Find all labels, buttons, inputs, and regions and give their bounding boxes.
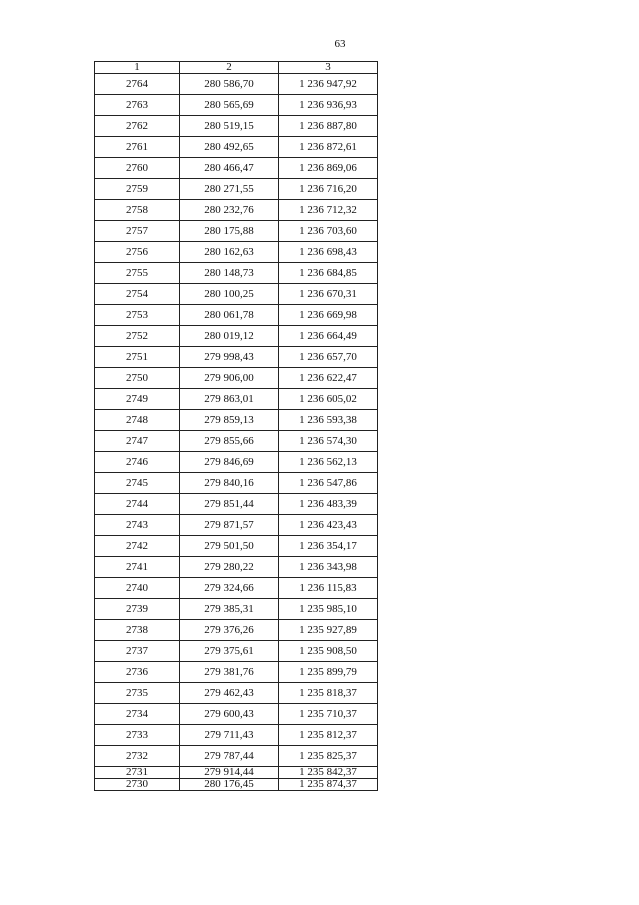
table-cell: 2748 bbox=[95, 410, 180, 431]
table-cell: 1 236 483,39 bbox=[279, 494, 378, 515]
table-cell: 2758 bbox=[95, 200, 180, 221]
table-cell: 2743 bbox=[95, 515, 180, 536]
table-cell: 279 600,43 bbox=[180, 704, 279, 725]
table-row bbox=[95, 557, 378, 578]
table-cell: 1 236 423,43 bbox=[279, 515, 378, 536]
table-cell: 1 236 869,06 bbox=[279, 158, 378, 179]
table-row bbox=[95, 200, 378, 221]
table-cell: 279 906,00 bbox=[180, 368, 279, 389]
table-row bbox=[95, 137, 378, 158]
table-cell: 2730 bbox=[95, 779, 180, 791]
table-cell: 280 232,76 bbox=[180, 200, 279, 221]
table-cell: 1 235 812,37 bbox=[279, 725, 378, 746]
table-cell: 1 235 710,37 bbox=[279, 704, 378, 725]
table-row bbox=[95, 410, 378, 431]
table-cell: 279 385,31 bbox=[180, 599, 279, 620]
table-row bbox=[95, 431, 378, 452]
table-cell: 2745 bbox=[95, 473, 180, 494]
column-header-3: 3 bbox=[279, 62, 378, 74]
table-cell: 1 236 698,43 bbox=[279, 242, 378, 263]
table-row bbox=[95, 284, 378, 305]
table-cell: 2731 bbox=[95, 767, 180, 779]
table-cell: 1 236 716,20 bbox=[279, 179, 378, 200]
table-cell: 1 236 684,85 bbox=[279, 263, 378, 284]
table-cell: 2761 bbox=[95, 137, 180, 158]
table-row bbox=[95, 683, 378, 704]
table-cell: 1 235 899,79 bbox=[279, 662, 378, 683]
table-cell: 279 846,69 bbox=[180, 452, 279, 473]
table-cell: 1 236 657,70 bbox=[279, 347, 378, 368]
table-cell: 279 381,76 bbox=[180, 662, 279, 683]
table-row bbox=[95, 368, 378, 389]
table-row bbox=[95, 767, 378, 779]
table-cell: 1 236 936,93 bbox=[279, 95, 378, 116]
table-row bbox=[95, 704, 378, 725]
table-cell: 2737 bbox=[95, 641, 180, 662]
column-header-2: 2 bbox=[180, 62, 279, 74]
table-cell: 1 236 605,02 bbox=[279, 389, 378, 410]
table-cell: 2759 bbox=[95, 179, 180, 200]
table-cell: 279 711,43 bbox=[180, 725, 279, 746]
table-cell: 279 501,50 bbox=[180, 536, 279, 557]
table-cell: 1 236 115,83 bbox=[279, 578, 378, 599]
table-cell: 280 176,45 bbox=[180, 779, 279, 791]
table-cell: 279 375,61 bbox=[180, 641, 279, 662]
table-cell: 279 998,43 bbox=[180, 347, 279, 368]
table-cell: 2744 bbox=[95, 494, 180, 515]
table-row bbox=[95, 263, 378, 284]
table-cell: 280 492,65 bbox=[180, 137, 279, 158]
table-cell: 280 061,78 bbox=[180, 305, 279, 326]
table-cell: 1 235 927,89 bbox=[279, 620, 378, 641]
table-cell: 280 271,55 bbox=[180, 179, 279, 200]
table-cell: 2739 bbox=[95, 599, 180, 620]
table-cell: 280 466,47 bbox=[180, 158, 279, 179]
table-cell: 279 462,43 bbox=[180, 683, 279, 704]
table-cell: 2733 bbox=[95, 725, 180, 746]
table-header-row bbox=[95, 62, 378, 74]
table-row bbox=[95, 305, 378, 326]
table-cell: 2754 bbox=[95, 284, 180, 305]
table-cell: 279 863,01 bbox=[180, 389, 279, 410]
table-cell: 1 235 908,50 bbox=[279, 641, 378, 662]
column-header-1: 1 bbox=[95, 62, 180, 74]
table-cell: 280 565,69 bbox=[180, 95, 279, 116]
table-cell: 1 236 669,98 bbox=[279, 305, 378, 326]
table-cell: 1 236 664,49 bbox=[279, 326, 378, 347]
table-cell: 2755 bbox=[95, 263, 180, 284]
table-cell: 2749 bbox=[95, 389, 180, 410]
table-cell: 2732 bbox=[95, 746, 180, 767]
table-cell: 279 914,44 bbox=[180, 767, 279, 779]
table-cell: 2752 bbox=[95, 326, 180, 347]
table-row bbox=[95, 620, 378, 641]
table-cell: 2751 bbox=[95, 347, 180, 368]
table-cell: 2763 bbox=[95, 95, 180, 116]
table-cell: 279 859,13 bbox=[180, 410, 279, 431]
table-row bbox=[95, 452, 378, 473]
table-cell: 1 236 712,32 bbox=[279, 200, 378, 221]
table-cell: 1 235 842,37 bbox=[279, 767, 378, 779]
table-row bbox=[95, 95, 378, 116]
table-cell: 280 519,15 bbox=[180, 116, 279, 137]
table-cell: 2762 bbox=[95, 116, 180, 137]
table-row bbox=[95, 536, 378, 557]
table-row bbox=[95, 116, 378, 137]
table-cell: 2747 bbox=[95, 431, 180, 452]
table-cell: 279 840,16 bbox=[180, 473, 279, 494]
table-cell: 1 236 562,13 bbox=[279, 452, 378, 473]
table-body bbox=[95, 74, 378, 791]
table-cell: 2740 bbox=[95, 578, 180, 599]
table-row bbox=[95, 662, 378, 683]
table-cell: 279 855,66 bbox=[180, 431, 279, 452]
table-cell: 279 324,66 bbox=[180, 578, 279, 599]
table-row bbox=[95, 74, 378, 95]
table-cell: 1 235 985,10 bbox=[279, 599, 378, 620]
table-cell: 1 236 354,17 bbox=[279, 536, 378, 557]
table-cell: 279 871,57 bbox=[180, 515, 279, 536]
table-cell: 280 100,25 bbox=[180, 284, 279, 305]
table-cell: 1 236 703,60 bbox=[279, 221, 378, 242]
table-cell: 2742 bbox=[95, 536, 180, 557]
table-cell: 2735 bbox=[95, 683, 180, 704]
table-row bbox=[95, 347, 378, 368]
table-cell: 2738 bbox=[95, 620, 180, 641]
table-row bbox=[95, 725, 378, 746]
table-cell: 279 851,44 bbox=[180, 494, 279, 515]
table-row bbox=[95, 746, 378, 767]
table-cell: 1 236 947,92 bbox=[279, 74, 378, 95]
table-cell: 2756 bbox=[95, 242, 180, 263]
table-cell: 1 236 547,86 bbox=[279, 473, 378, 494]
table-cell: 1 236 872,61 bbox=[279, 137, 378, 158]
table-row bbox=[95, 494, 378, 515]
table-cell: 2753 bbox=[95, 305, 180, 326]
table-cell: 2757 bbox=[95, 221, 180, 242]
table-cell: 1 236 574,30 bbox=[279, 431, 378, 452]
table-row bbox=[95, 326, 378, 347]
table-cell: 2746 bbox=[95, 452, 180, 473]
table-cell: 2750 bbox=[95, 368, 180, 389]
table-cell: 2741 bbox=[95, 557, 180, 578]
table-row bbox=[95, 242, 378, 263]
table-cell: 279 376,26 bbox=[180, 620, 279, 641]
coordinates-table bbox=[94, 61, 378, 791]
table-cell: 2764 bbox=[95, 74, 180, 95]
table-cell: 1 236 593,38 bbox=[279, 410, 378, 431]
table-cell: 280 586,70 bbox=[180, 74, 279, 95]
table-row bbox=[95, 473, 378, 494]
table-cell: 1 235 818,37 bbox=[279, 683, 378, 704]
table-row bbox=[95, 779, 378, 791]
table-cell: 280 162,63 bbox=[180, 242, 279, 263]
table-cell: 280 019,12 bbox=[180, 326, 279, 347]
table-cell: 1 235 874,37 bbox=[279, 779, 378, 791]
page-number: 63 bbox=[334, 38, 346, 50]
table-row bbox=[95, 641, 378, 662]
table-row bbox=[95, 179, 378, 200]
table-cell: 2760 bbox=[95, 158, 180, 179]
table-cell: 280 175,88 bbox=[180, 221, 279, 242]
table-row bbox=[95, 599, 378, 620]
table-row bbox=[95, 221, 378, 242]
table-cell: 1 236 887,80 bbox=[279, 116, 378, 137]
table-cell: 2734 bbox=[95, 704, 180, 725]
table-cell: 2736 bbox=[95, 662, 180, 683]
table-cell: 1 235 825,37 bbox=[279, 746, 378, 767]
table-cell: 279 280,22 bbox=[180, 557, 279, 578]
table-row bbox=[95, 515, 378, 536]
table-row bbox=[95, 389, 378, 410]
table-cell: 1 236 670,31 bbox=[279, 284, 378, 305]
table-cell: 279 787,44 bbox=[180, 746, 279, 767]
table-cell: 1 236 622,47 bbox=[279, 368, 378, 389]
table-cell: 1 236 343,98 bbox=[279, 557, 378, 578]
table-cell: 280 148,73 bbox=[180, 263, 279, 284]
table-row bbox=[95, 158, 378, 179]
table-row bbox=[95, 578, 378, 599]
